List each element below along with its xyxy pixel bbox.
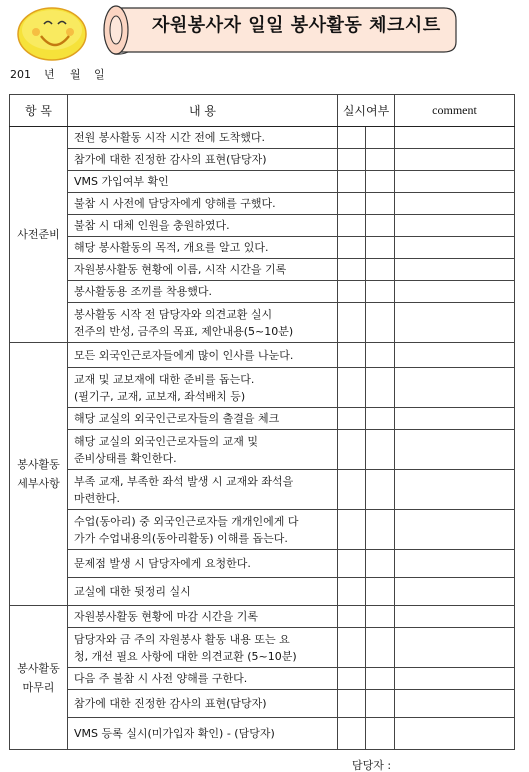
- date-month: 월: [70, 68, 81, 81]
- date-day: 일: [94, 68, 105, 81]
- category-label: 봉사활동: [17, 661, 60, 675]
- done-check-cell[interactable]: [338, 303, 366, 343]
- comment-cell[interactable]: [395, 215, 515, 237]
- table-row: [10, 215, 515, 237]
- done-check-cell-2[interactable]: [366, 690, 395, 718]
- table-row: [10, 127, 515, 149]
- done-check-cell[interactable]: [338, 281, 366, 303]
- table-row: [10, 193, 515, 215]
- table-row: [10, 259, 515, 281]
- comment-cell[interactable]: [395, 127, 515, 149]
- category-label: 세부사항: [17, 477, 60, 490]
- item-text: 전원 봉사활동 시작 시간 전에 도착했다.: [74, 131, 265, 144]
- table-row: [10, 303, 515, 343]
- item-content-cell: [68, 690, 338, 718]
- comment-cell[interactable]: [395, 193, 515, 215]
- done-check-cell-2[interactable]: [366, 510, 395, 550]
- done-check-cell-2[interactable]: [366, 127, 395, 149]
- table-row: [10, 343, 515, 368]
- done-check-cell-2[interactable]: [366, 668, 395, 690]
- done-check-cell-2[interactable]: [366, 149, 395, 171]
- comment-cell[interactable]: [395, 550, 515, 578]
- item-text: 전주의 반성, 금주의 목표, 제안내용(5~10분): [74, 324, 294, 338]
- table-row: [10, 628, 515, 668]
- done-check-cell-2[interactable]: [366, 343, 395, 368]
- comment-cell[interactable]: [395, 690, 515, 718]
- item-content-cell: [68, 303, 338, 343]
- item-text: 가가 수업내용의(동아리활동) 이해를 돕는다.: [74, 531, 288, 545]
- table-row: [10, 718, 515, 750]
- done-check-cell-2[interactable]: [366, 193, 395, 215]
- comment-cell[interactable]: [395, 510, 515, 550]
- done-check-cell[interactable]: [338, 718, 366, 750]
- item-content-cell: [68, 368, 338, 408]
- column-header-done: 실시여부: [338, 95, 395, 127]
- table-row: [10, 281, 515, 303]
- done-check-cell-2[interactable]: [366, 281, 395, 303]
- item-text: 준비상태를 확인한다.: [74, 451, 177, 465]
- item-content-cell: [68, 510, 338, 550]
- done-check-cell-2[interactable]: [366, 259, 395, 281]
- item-text: VMS 등록 실시(미가입자 확인) - (담당자): [74, 727, 275, 740]
- comment-cell[interactable]: [395, 237, 515, 259]
- item-text: 해당 교실의 외국인근로자들의 출결을 체크: [74, 412, 280, 425]
- table-row: [10, 606, 515, 628]
- done-check-cell[interactable]: [338, 408, 366, 430]
- item-text: (필기구, 교재, 교보재, 좌석배치 등): [74, 389, 246, 403]
- item-text: 자원봉사활동 현황에 이름, 시작 시간을 기록: [74, 263, 287, 276]
- table-row: [10, 430, 515, 470]
- comment-cell[interactable]: [395, 470, 515, 510]
- item-content-cell: [68, 215, 338, 237]
- item-text: 수업(동아리) 중 외국인근로자들 개개인에게 다: [74, 514, 299, 528]
- done-check-cell-2[interactable]: [366, 718, 395, 750]
- footer-label: 담당자 :: [352, 759, 392, 772]
- item-text: 해당 봉사활동의 목적, 개요를 알고 있다.: [74, 241, 269, 254]
- comment-cell[interactable]: [395, 628, 515, 668]
- checklist-body: [10, 127, 515, 750]
- item-content-cell: [68, 127, 338, 149]
- comment-cell[interactable]: [395, 171, 515, 193]
- table-row: [10, 578, 515, 606]
- page-title: 자원봉사자 일일 봉사활동 체크시트: [152, 15, 441, 36]
- smiley-logo-icon: [14, 2, 92, 62]
- item-content-cell: [68, 281, 338, 303]
- done-check-cell[interactable]: [338, 215, 366, 237]
- done-check-cell-2[interactable]: [366, 171, 395, 193]
- done-check-cell[interactable]: [338, 668, 366, 690]
- item-text: 담당자와 금 주의 자원봉사 활동 내용 또는 요: [74, 632, 290, 646]
- column-header-category: 항 목: [10, 95, 68, 127]
- done-check-cell[interactable]: [338, 606, 366, 628]
- table-row: [10, 237, 515, 259]
- done-check-cell[interactable]: [338, 550, 366, 578]
- item-content-cell: [68, 606, 338, 628]
- date-year: 201: [10, 68, 31, 81]
- done-check-cell-2[interactable]: [366, 628, 395, 668]
- column-header-content: 내 용: [68, 95, 338, 127]
- item-text: 자원봉사활동 현황에 마감 시간을 기록: [74, 610, 259, 623]
- item-content-cell: [68, 470, 338, 510]
- comment-cell[interactable]: [395, 343, 515, 368]
- item-text: VMS 가입여부 확인: [74, 175, 169, 188]
- comment-cell[interactable]: [395, 303, 515, 343]
- done-check-cell[interactable]: [338, 368, 366, 408]
- done-check-cell[interactable]: [338, 578, 366, 606]
- checklist-table: [9, 94, 515, 750]
- comment-cell[interactable]: [395, 259, 515, 281]
- item-text: 봉사활동용 조끼를 착용했다.: [74, 285, 213, 298]
- done-check-cell[interactable]: [338, 510, 366, 550]
- done-check-cell[interactable]: [338, 193, 366, 215]
- done-check-cell-2[interactable]: [366, 430, 395, 470]
- table-row: [10, 550, 515, 578]
- table-row: [10, 470, 515, 510]
- category-label: 사전준비: [17, 228, 60, 241]
- item-text: 교실에 대한 뒷정리 실시: [74, 585, 191, 598]
- item-content-cell: [68, 149, 338, 171]
- item-content-cell: [68, 578, 338, 606]
- item-content-cell: [68, 259, 338, 281]
- comment-cell[interactable]: [395, 578, 515, 606]
- done-check-cell-2[interactable]: [366, 237, 395, 259]
- item-text: 부족 교재, 부족한 좌석 발생 시 교재와 좌석을: [74, 474, 294, 488]
- done-check-cell[interactable]: [338, 628, 366, 668]
- table-row: [10, 510, 515, 550]
- date-line: [10, 66, 105, 82]
- comment-cell[interactable]: [395, 408, 515, 430]
- done-check-cell-2[interactable]: [366, 215, 395, 237]
- done-check-cell[interactable]: [338, 127, 366, 149]
- done-check-cell[interactable]: [338, 237, 366, 259]
- comment-cell[interactable]: [395, 368, 515, 408]
- category-label: 봉사활동: [17, 458, 60, 471]
- item-text: 봉사활동 시작 전 담당자와 의견교환 실시: [74, 307, 273, 321]
- done-check-cell[interactable]: [338, 430, 366, 470]
- item-text: 해당 교실의 외국인근로자들의 교재 및: [74, 434, 259, 448]
- comment-cell[interactable]: [395, 281, 515, 303]
- table-row: [10, 171, 515, 193]
- table-header-row: [10, 95, 515, 127]
- table-row: [10, 368, 515, 408]
- comment-cell[interactable]: [395, 668, 515, 690]
- item-text: 문제점 발생 시 담당자에게 요청한다.: [74, 557, 251, 570]
- item-text: 다음 주 불참 시 사전 양해를 구한다.: [74, 672, 248, 685]
- done-check-cell-2[interactable]: [366, 550, 395, 578]
- item-text: 불참 시 사전에 담당자에게 양해를 구했다.: [74, 197, 276, 210]
- done-check-cell-2[interactable]: [366, 408, 395, 430]
- done-check-cell[interactable]: [338, 343, 366, 368]
- item-text: 모든 외국인근로자들에게 많이 인사를 나눈다.: [74, 348, 294, 362]
- category-cell: [10, 343, 68, 606]
- date-year-suffix: 년: [44, 68, 55, 81]
- item-content-cell: [68, 718, 338, 750]
- table-row: [10, 668, 515, 690]
- comment-cell[interactable]: [395, 718, 515, 750]
- item-content-cell: [68, 171, 338, 193]
- done-check-cell[interactable]: [338, 171, 366, 193]
- done-check-cell[interactable]: [338, 149, 366, 171]
- item-content-cell: [68, 550, 338, 578]
- comment-cell[interactable]: [395, 149, 515, 171]
- done-check-cell[interactable]: [338, 259, 366, 281]
- item-text: 마련한다.: [74, 491, 121, 505]
- item-content-cell: [68, 343, 338, 368]
- item-text: 청, 개선 필요 사항에 대한 의견교환 (5~10분): [74, 649, 297, 663]
- category-cell: [10, 127, 68, 343]
- comment-cell[interactable]: [395, 606, 515, 628]
- item-content-cell: [68, 628, 338, 668]
- done-check-cell[interactable]: [338, 690, 366, 718]
- item-text: 교재 및 교보재에 대한 준비를 돕는다.: [74, 372, 255, 386]
- item-content-cell: [68, 408, 338, 430]
- done-check-cell-2[interactable]: [366, 606, 395, 628]
- category-cell: [10, 606, 68, 750]
- done-check-cell[interactable]: [338, 470, 366, 510]
- item-text: 불참 시 대체 인원을 충원하였다.: [74, 219, 230, 232]
- table-row: [10, 408, 515, 430]
- item-content-cell: [68, 237, 338, 259]
- done-check-cell-2[interactable]: [366, 303, 395, 343]
- done-check-cell-2[interactable]: [366, 578, 395, 606]
- table-row: [10, 149, 515, 171]
- item-content-cell: [68, 193, 338, 215]
- item-text: 참가에 대한 진정한 감사의 표현(담당자): [74, 697, 267, 710]
- category-label: 마무리: [22, 680, 55, 694]
- done-check-cell-2[interactable]: [366, 470, 395, 510]
- item-content-cell: [68, 430, 338, 470]
- comment-cell[interactable]: [395, 430, 515, 470]
- item-text: 참가에 대한 진정한 감사의 표현(담당자): [74, 153, 267, 166]
- table-row: [10, 690, 515, 718]
- column-header-comment: comment: [395, 95, 515, 127]
- done-check-cell-2[interactable]: [366, 368, 395, 408]
- item-content-cell: [68, 668, 338, 690]
